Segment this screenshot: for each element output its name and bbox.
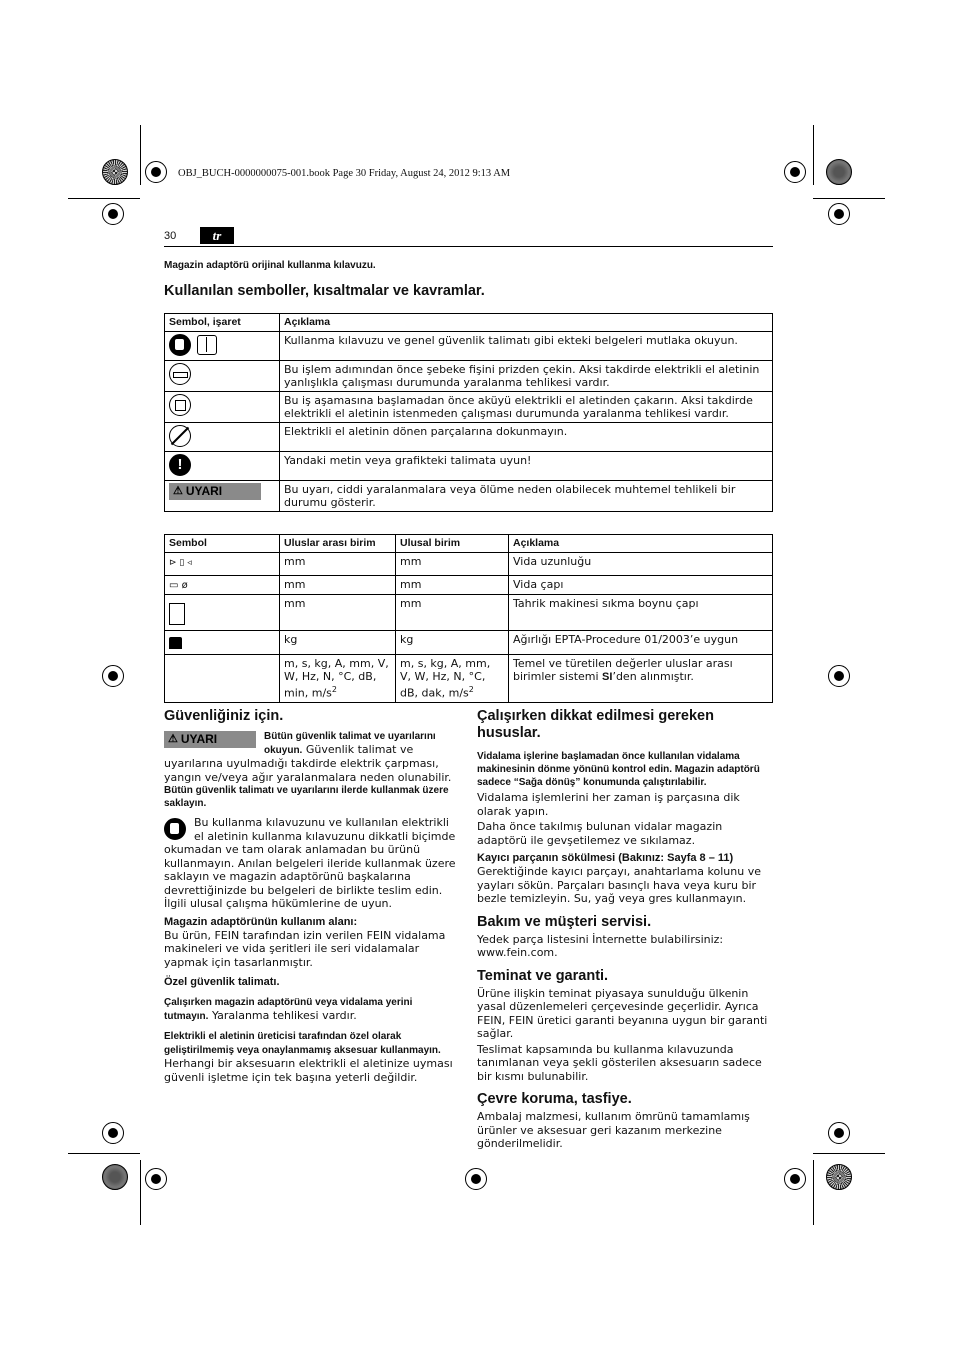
table-cell: mm xyxy=(280,576,396,595)
units-table: Sembol Uluslar arası birim Ulusal birim Açıklama ⊳ ▯ ◃ mm mm Vida uzunluğu ▭ ø mm mm Vida çapı mm mm Tahrik makinesi sıkma boynu çapı kg kg Ağırlığı EPTA-Procedure 01/2003’e uygun m, s, kg, A, mm, V, W, Hz, N, °C, dB, min, $m/s^2$ m, s, kg, A, mm, V, W, Hz, N, °C, dB, dak, $m/s^2$ Temel ve türetilen değerler uluslar arası birimler sistemi SI’den alınmıştır. xyxy=(164,534,773,703)
environment-heading: Çevre koruma, tasfiye. xyxy=(477,1091,632,1107)
table-cell: mm xyxy=(396,595,509,631)
table-header: Uluslar arası birim xyxy=(280,535,396,553)
service-heading: Bakım ve müşteri servisi. xyxy=(477,913,652,930)
warning-triangle-icon: ⚠ xyxy=(168,732,178,745)
registration-mark-icon xyxy=(828,203,850,225)
color-rosette-icon xyxy=(102,159,128,185)
registration-mark-icon xyxy=(465,1168,487,1190)
registration-mark-icon xyxy=(828,1122,850,1144)
warning-triangle-icon: ⚠ xyxy=(173,485,183,497)
color-rosette-icon xyxy=(826,1164,852,1190)
table-cell: Vida çapı xyxy=(509,576,773,595)
table-row-text: Elektrikli el aletinin dönen parçalarına dokunmayın. xyxy=(280,423,773,452)
table-row-text: Bu işlem adımından önce şebeke fişini prizden çekin. Aksi takdirde elektrikli el aletinin yanlışlıkla çalışması durumunda yaralanma tehlikesi vardır. xyxy=(280,361,773,392)
table-header: Ulusal birim xyxy=(396,535,509,553)
symbols-heading: Kullanılan semboller, kısaltmalar ve kavramlar. xyxy=(164,283,485,299)
symbols-table xyxy=(164,313,773,512)
table-header: Sembol xyxy=(165,535,280,553)
table-row-text: Kullanma kılavuzu ve genel güvenlik talimatı gibi ekteki belgeleri mutlaka okuyun. xyxy=(280,332,773,361)
exclamation-icon: ! xyxy=(169,454,191,476)
registration-mark-icon xyxy=(102,1122,124,1144)
table-cell: Ağırlığı EPTA-Procedure 01/2003’e uygun xyxy=(509,631,773,655)
table-cell: kg xyxy=(396,631,509,655)
table-cell: m, s, kg, A, mm, V, W, Hz, N, °C, dB, dak, m/s xyxy=(400,657,491,700)
registration-mark-icon xyxy=(102,203,124,225)
registration-mark-icon xyxy=(145,1168,167,1190)
weight-icon xyxy=(169,637,182,649)
registration-mark-icon xyxy=(102,665,124,687)
warranty-heading: Teminat ve garanti. xyxy=(477,967,609,984)
color-rosette-icon xyxy=(826,159,852,185)
screw-diameter-icon: ▭ ø xyxy=(169,580,188,591)
file-header: OBJ_BUCH-0000000075-001.book Page 30 Friday, August 24, 2012 9:13 AM xyxy=(178,168,511,179)
table-cell: m, s, kg, A, mm, V, W, Hz, N, °C, dB, min, m/s xyxy=(284,657,389,700)
remove-battery-icon xyxy=(169,394,191,416)
read-manual-icon xyxy=(169,334,191,356)
language-tag: tr xyxy=(200,227,234,244)
table-header: Açıklama xyxy=(509,535,773,553)
table-cell: Vida uzunluğu xyxy=(509,553,773,576)
registration-mark-icon xyxy=(784,161,806,183)
registration-mark-icon xyxy=(145,161,167,183)
table-cell: Tahrik makinesi sıkma boynu çapı xyxy=(509,595,773,631)
book-icon xyxy=(197,335,217,355)
left-column: Güvenliğiniz için. ⚠ UYARI Bütün güvenlik talimat ve uyarılarını okuyun. Güvenlik talimat ve uyarılarına uyulmadığı takdirde elektrik çarpması, yangın ve/veya ağır yaralanmalara neden olunabilir. Bütün güvenlik talimatı ve uyarılarını ilerde kullanmak üzere saklayın. Bu kullanma kılavuzunu ve kullanılan elektrikli el aletinin kullanma kılavuzunu dikkatli biçimde okumadan ve tam olarak anlamadan bu ürünü kullanmayın. Anılan belgeleri ileride kullanmak üzere saklayın ve magazin adaptörünü başkalarına devrettiğinizde bu belgeleri de birlikte teslim edin. İlgili ulusal çalışma hükümlerine de uyun. Magazin adaptörünün kullanım alanı: Bu ürün, FEIN tarafından izin verilen FEIN vidalama makineleri ve vida şeritleri ile seri vidalamalar yapmak için tasarlanmıştır. Özel güvenlik talimatı. Çalışırken magazin adaptörünü veya vidalama yerini tutmayın. Yaralanma tehlikesi vardır. Elektrikli el aletinin üreticisi tarafından özel olarak geliştirilmemiş veya onaylanmamış aksesuar kullanmayın. Herhangi bir aksesuarın elektrikli el aletinize uyması güvenli işletme için tek başına yeterli değildir. xyxy=(164,708,456,1084)
table-header: Açıklama xyxy=(280,314,773,332)
table-cell: mm xyxy=(280,595,396,631)
registration-mark-icon xyxy=(784,1168,806,1190)
table-row-text: Bu uyarı, ciddi yaralanmalara veya ölüme neden olabilecek muhtemel tehlikeli bir durumu gösterir. xyxy=(280,481,773,512)
manual-subtitle: Magazin adaptörü orijinal kullanma kılavuzu. xyxy=(164,260,376,271)
table-cell: kg xyxy=(280,631,396,655)
no-touch-icon xyxy=(169,425,191,447)
screw-length-icon: ⊳ ▯ ◃ xyxy=(169,558,192,568)
registration-mark-icon xyxy=(828,665,850,687)
unplug-icon xyxy=(169,363,191,385)
table-cell: mm xyxy=(396,576,509,595)
color-rosette-icon xyxy=(102,1164,128,1190)
safety-heading: Güvenliğiniz için. xyxy=(164,708,284,724)
page-number: 30 xyxy=(164,230,177,242)
notes-heading: Çalışırken dikkat edilmesi gereken hususlar. xyxy=(477,708,714,741)
table-header: Sembol, işaret xyxy=(165,314,280,332)
warning-badge: ⚠ UYARI xyxy=(169,483,261,500)
right-column: Çalışırken dikkat edilmesi gereken hususlar. Vidalama işlerine başlamadan önce kullanılan vidalama makinesinin dönme yönünü kontrol edin. Magazin adaptörü sadece “Sağa dönüş” konumunda çalıştırılabilir. Vidalama işlemlerini her zaman iş parçasına dik olarak yapın. Daha önce takılmış bulunan vidalar magazin adaptörü ile gevşetilemez ve sıkılamaz. Kayıcı parçanın sökülmesi (Bakınız: Sayfa 8 – 11) Gerektiğinde kayıcı parçayı, anahtarlama kolunu ve yayları sökün. Parçaları basınçlı hava veya kuru bir bezle temizleyin. Su, yağ veya gres kullanmayın. Bakım ve müşteri servisi. Yedek parça listesini İnternette bulabilirsiniz: www.fein.com. Teminat ve garanti. Ürüne ilişkin teminat piyasaya sunulduğu ülkenin yasal düzenlemeleri çerçevesinde geçerlidir. Ayrıca FEIN, FEIN üretici garanti beyanına uygun bir garanti sağlar. Teslimat kapsamında bu kullanma kılavuzunda tanımlanan veya şekli gösterilen aksesuarın sadece bir kısmı bulunabilir. Çevre koruma, tasfiye. Ambalaj malzmesi, kullanım ömrünü tamamlamış ürünler ve aksesuar geri kazanım merkezine gönderilmelidir. xyxy=(477,708,773,1151)
warning-badge: ⚠ UYARI xyxy=(164,731,256,748)
table-cell: mm xyxy=(396,553,509,576)
collar-diameter-icon xyxy=(169,603,185,625)
table-cell: mm xyxy=(280,553,396,576)
read-manual-icon xyxy=(164,818,186,840)
table-row-text: Bu iş aşamasına başlamadan önce aküyü elektrikli el aletinden çakarın. Aksi takdirde elektrikli el aletinin istenmeden çalışması durumunda yaralanma tehlikesi vardır. xyxy=(280,392,773,423)
table-row-text: Yandaki metin veya grafikteki talimata uyun! xyxy=(280,452,773,481)
